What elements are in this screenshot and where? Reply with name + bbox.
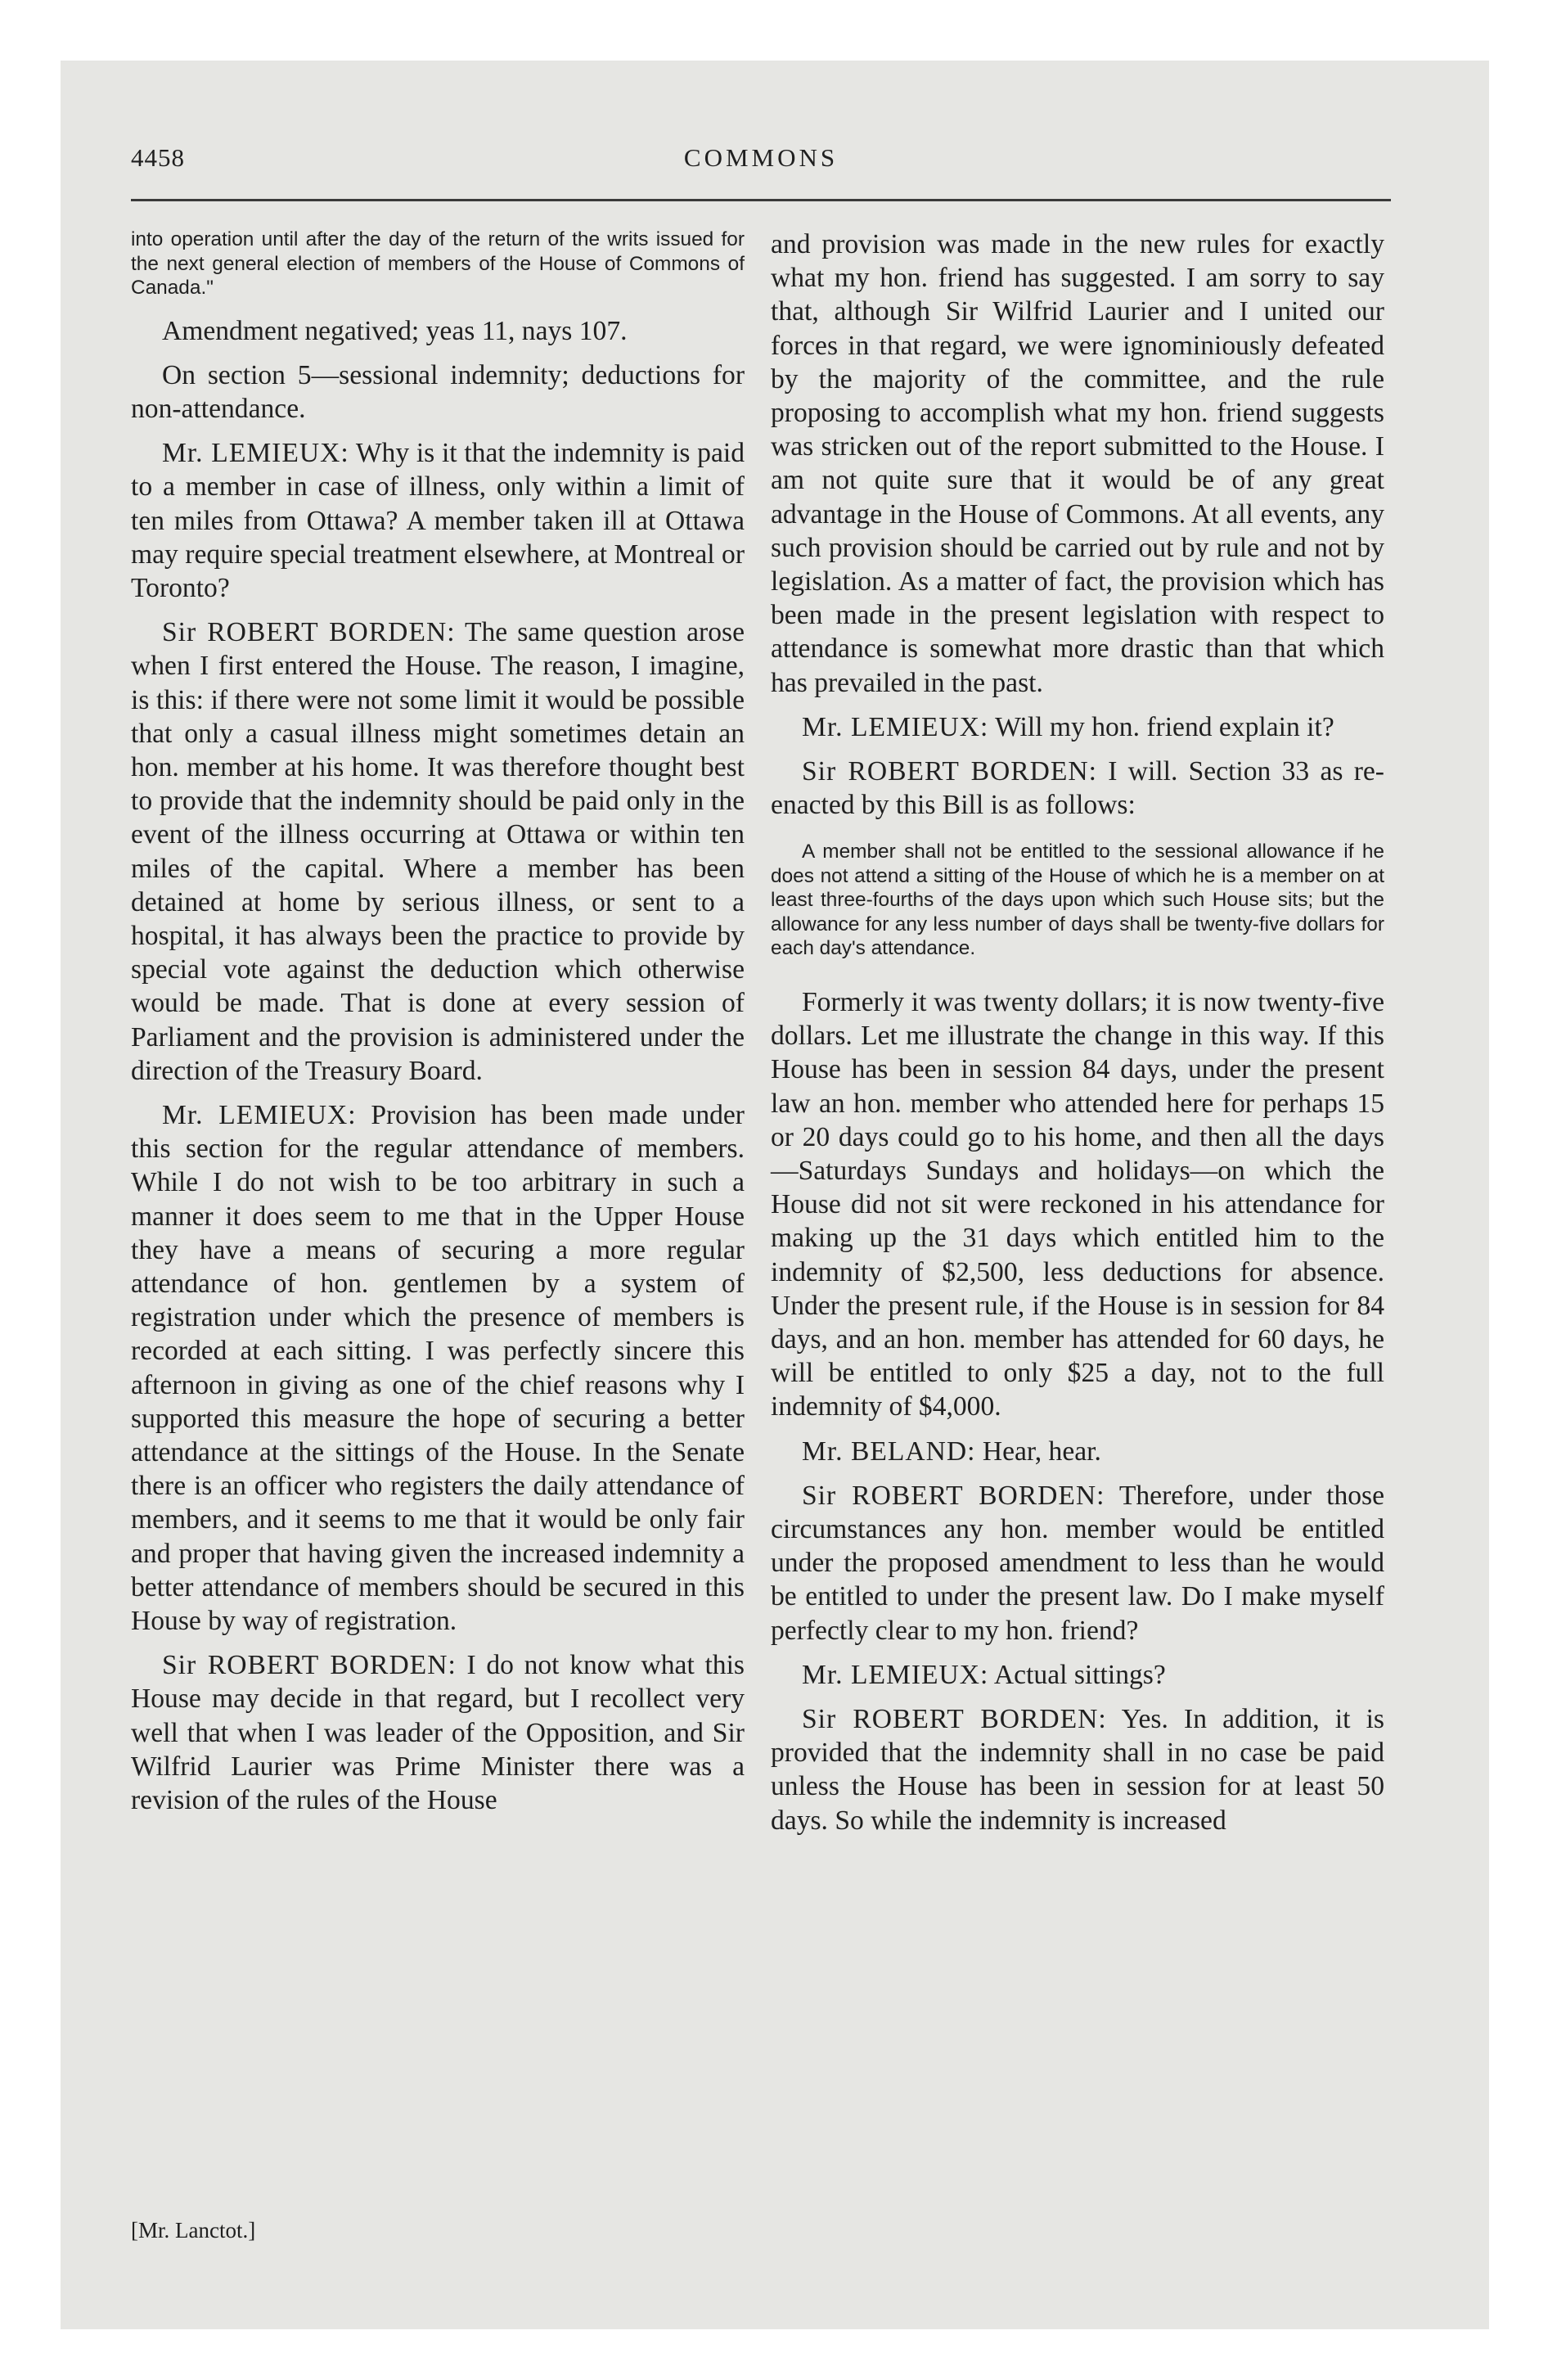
page-header [131,143,1391,184]
speaker-name: Mr. LEMIEUX: [802,711,989,742]
speaker-name: Mr. BELAND: [802,1436,976,1467]
paragraph-text: into operation until after the day of the return of the writs issued for the next general election of members of the House of Commons of Canada." [131,228,745,299]
speech-text: Hear, hear. [982,1436,1101,1467]
speech-text: The same question arose when I first entered the House. The reason, I imagine, is this: if there were not some limit it would be possible that only a casual illness might sometimes detain an hon. member at his home. It was therefore thought best to provide that the indemnity should be paid only in the event of the illness occurring at Ottawa or within ten miles of the capital. Where a member has been detained at home by serious illness, or sent to a hospital, it has always been the practice to provide by special vote against the deduction which otherwise would be made. That is done at every session of Parliament and the provision is administered under the direction of the Treasury Board. [131,617,745,1086]
speech-paragraph [131,1098,745,1638]
speech-paragraph [771,1479,1384,1648]
speaker-name: Mr. LEMIEUX: [162,1099,357,1130]
paragraph [771,228,1384,700]
paragraph [131,228,745,300]
speech-paragraph [131,615,745,1088]
speech-text: Will my hon. friend explain it? [995,711,1334,742]
paragraph [131,358,745,426]
speech-text: Yes. In addition, it is provided that the indemnity shall in no case be paid unless the House has been in session for at least 50 days. So while the indemnity is increased [771,1704,1384,1836]
speaker-name: Sir ROBERT BORDEN: [802,1704,1107,1735]
paragraph [771,985,1384,1424]
speech-text: I do not know what this House may decide in that regard, but I recollect very well that when I was leader of the Opposition, and Sir Wilfrid Laurier was Prime Minister there was a revision of the rules of the House [131,1650,745,1816]
paragraph-text: Amendment negatived; yeas 11, nays 107. [162,315,628,346]
speech-paragraph [771,1658,1384,1692]
speaker-name: Mr. LEMIEUX: [802,1659,989,1690]
paragraph-text: and provision was made in the new rules for exactly what my hon. friend has suggested. I am sorry to say that, although Sir Wilfrid Laurier and I united our forces in that regard, we were ignominiously defeated by the majority of the committee, and the rule proposing to accomplish what my hon. friend suggests was stricken out of the report submitted to the House. I am not quite sure that it would be of any great advantage in the House of Commons. At all events, any such provision should be carried out by rule and not by legislation. As a matter of fact, the provision which has been made in the present legislation with respect to attendance is somewhat more drastic than that which has prevailed in the past. [771,229,1384,698]
speech-paragraph [771,1702,1384,1837]
speech-paragraph [131,1648,745,1817]
header-rule [131,199,1391,201]
footer-note: [Mr. Lanctot.] [131,2218,256,2243]
quoted-text: A member shall not be entitled to the sessional allowance if he does not attend a sitting of the House of which he is a member on at least three-fourths of the days upon which such House sits; but the allowance for any less number of days shall be twenty-five dollars for each day's attendance. [771,841,1384,960]
speech-text: I will. Section 33 as re-enacted by this Bill is as follows: [771,756,1384,821]
paragraph-text: On section 5—sessional indemnity; deductions for non-attendance. [131,359,745,424]
speech-text: Why is it that the indemnity is paid to a member in case of illness, only within a limit of ten miles from Ottawa? A member taken ill at Ottawa may require special treatment elsewhere, at Montreal or Toronto? [131,438,745,603]
speech-text: Therefore, under those circumstances any hon. member would be entitled under the proposed amendment to less than he would be entitled to under the present law. Do I make myself perfectly clear to my hon. friend? [771,1480,1384,1646]
paragraph-text: Formerly it was twenty dollars; it is now twenty-five dollars. Let me illustrate the change in this way. If this House has been in session 84 days, under the present law an hon. member who attended here for perhaps 15 or 20 days could go to his home, and then all the days—Saturdays Sundays and holidays—on which the House did not sit were reckoned in his attendance for making up the 31 days which entitled him to the indemnity of $2,500, less deductions for absence. Under the present rule, if the House is in session for 84 days, and an hon. member has attended for 60 days, he will be entitled to only $25 a day, not to the full indemnity of $4,000. [771,986,1384,1422]
left-column [131,228,745,1828]
speaker-name: Sir ROBERT BORDEN: [802,756,1097,787]
speaker-name: Sir ROBERT BORDEN: [162,1650,457,1681]
speech-text: Actual sittings? [993,1659,1166,1690]
speech-paragraph [771,1435,1384,1468]
running-head: COMMONS [683,143,839,172]
page-number: 4458 [131,143,185,172]
speech-text: Provision has been made under this section for the regular attendance of members. While I do not wish to be too arbitrary in such a manner it does seem to me that in the Upper House they have a means of securing a more regular attendance of hon. gentlemen by a system of registration under which the presence of members is recorded at each sitting. I was perfectly sincere this afternoon in giving as one of the chief reasons why I supported this measure the hope of securing a better attendance at the sittings of the House. In the Senate there is an officer who registers the daily attendance of members, and it seems to me that it would be only fair and proper that having given the increased indemnity a better attendance of members should be secured in this House by way of registration. [131,1099,745,1637]
speaker-name: Mr. LEMIEUX: [162,438,349,469]
speaker-name: Sir ROBERT BORDEN: [162,617,456,648]
paragraph [131,314,745,348]
quoted-section [771,840,1384,961]
speech-paragraph [771,710,1384,744]
speech-paragraph [131,436,745,605]
right-column [771,228,1384,1848]
speaker-name: Sir ROBERT BORDEN: [802,1480,1105,1511]
speech-paragraph [771,755,1384,822]
